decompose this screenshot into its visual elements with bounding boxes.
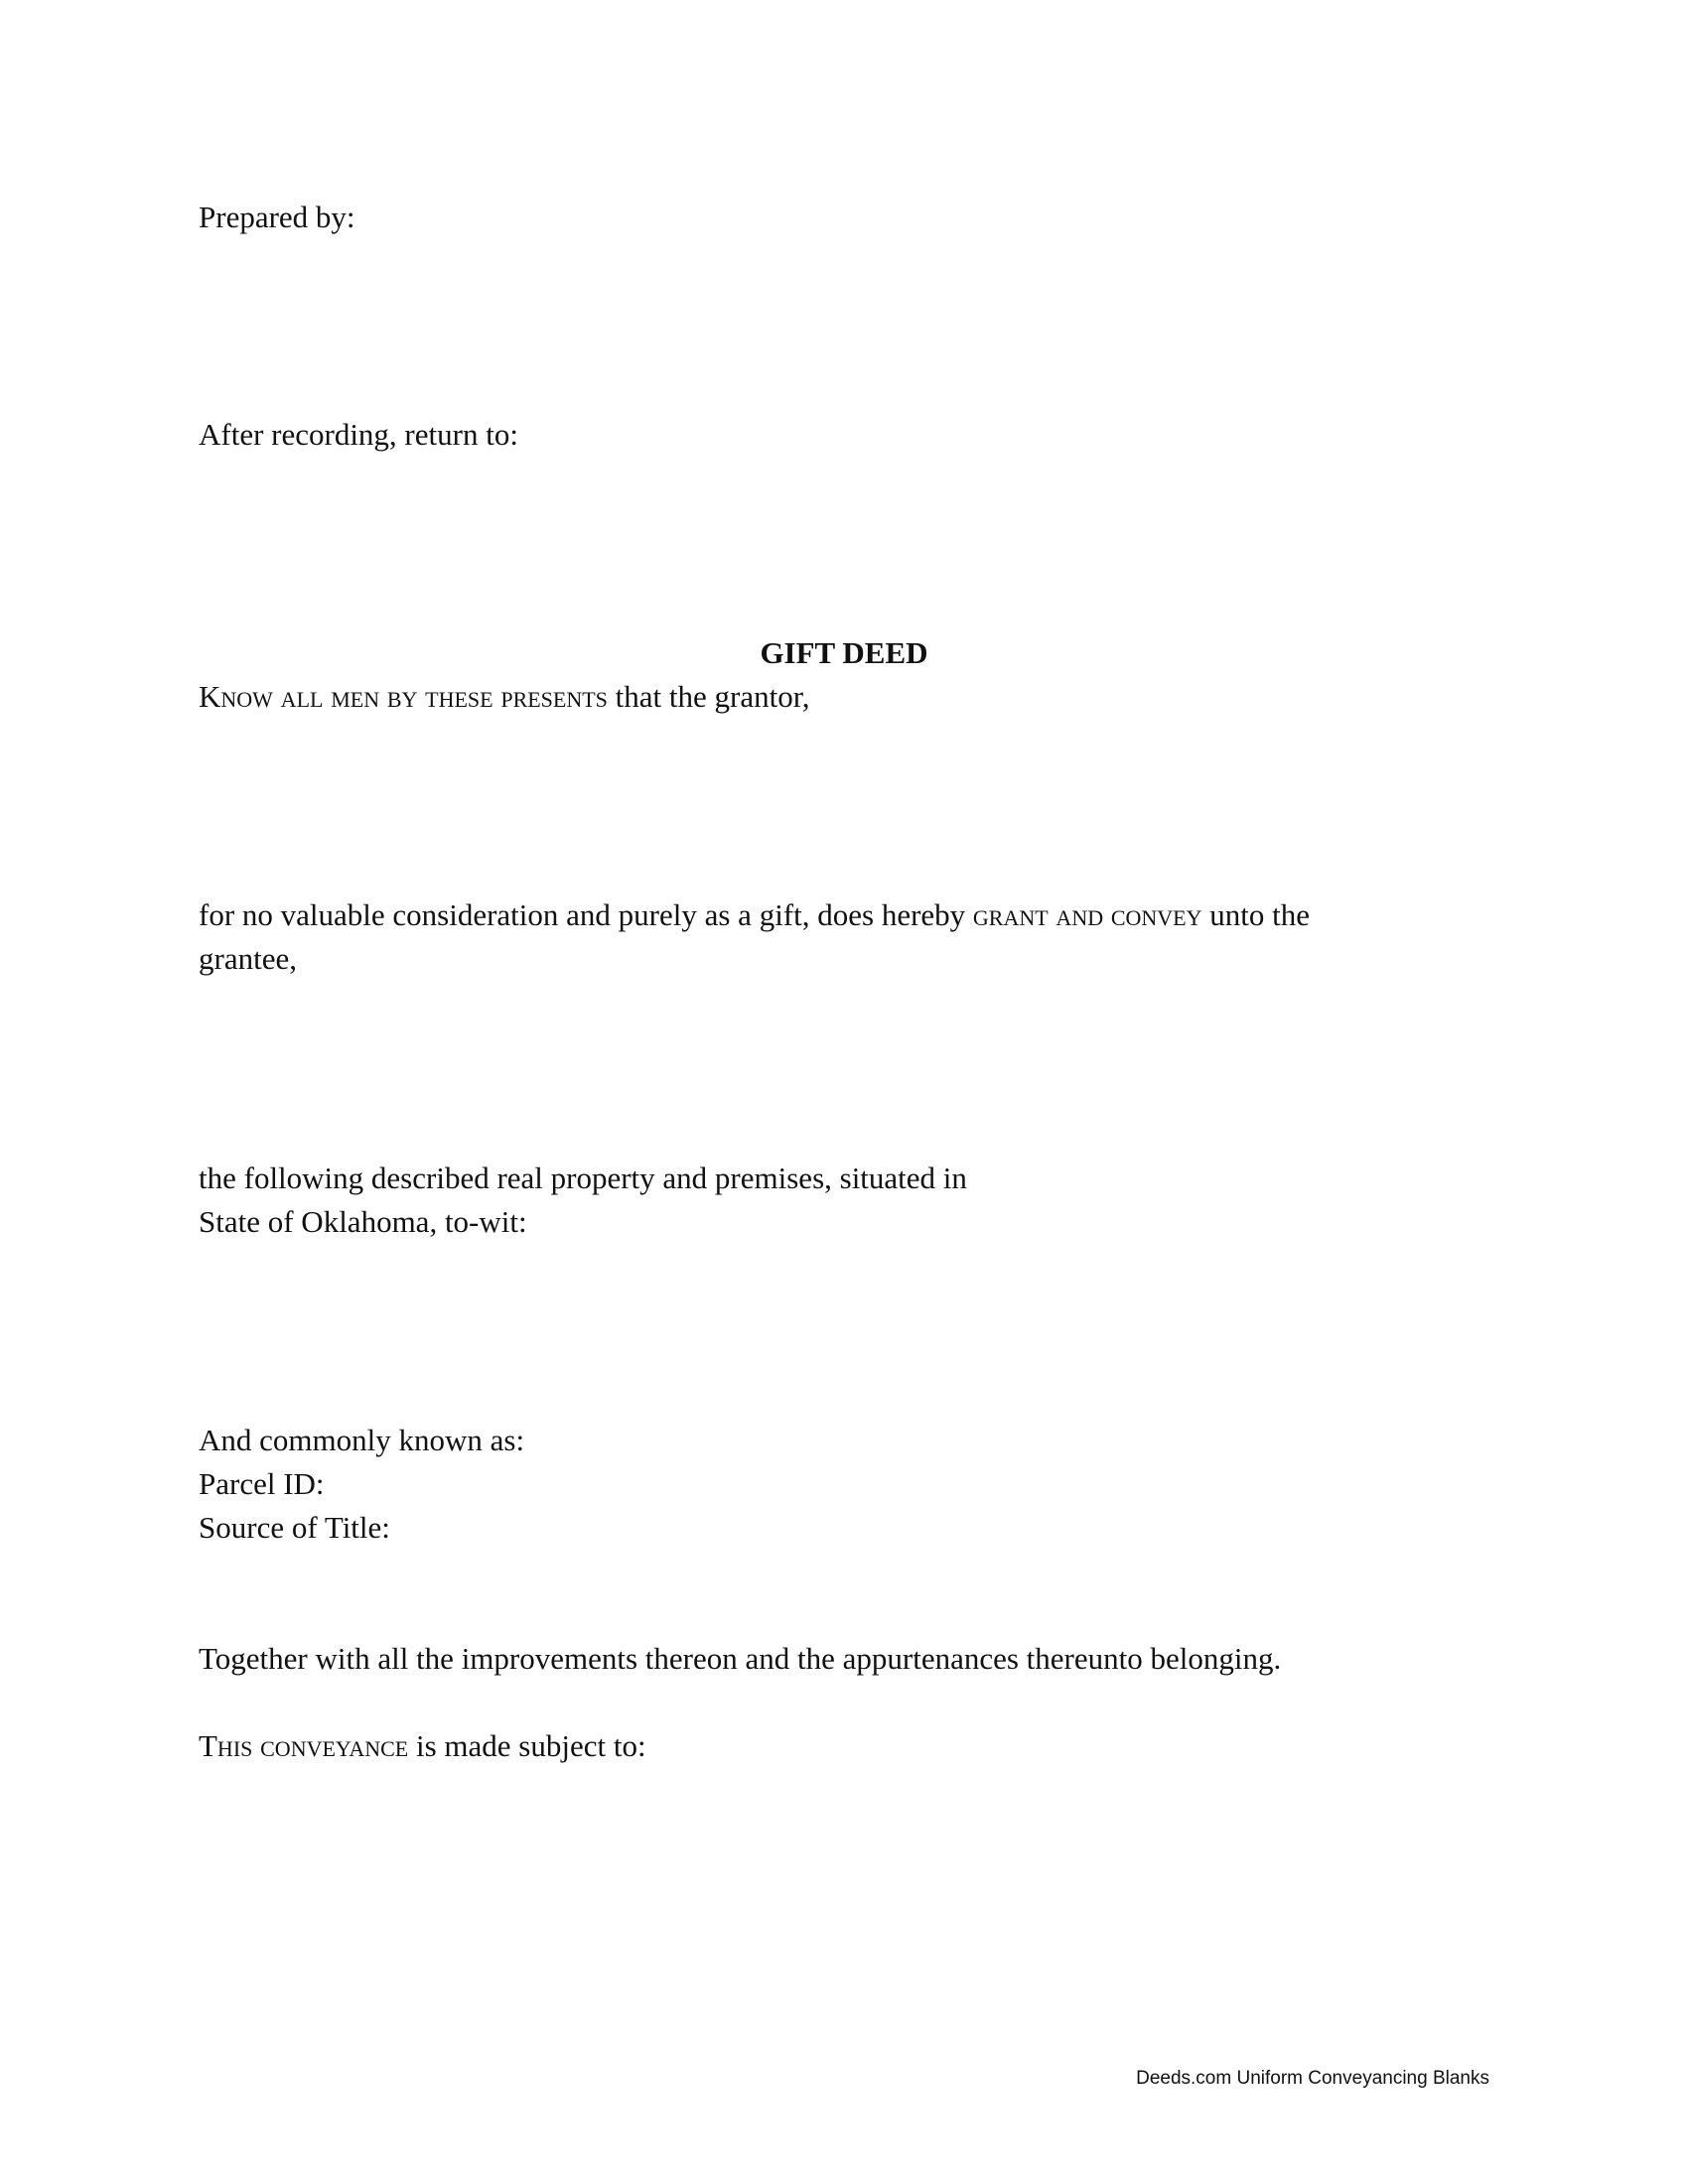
intro-small-caps: Know all men by these presents xyxy=(199,679,608,714)
source-of-title-label: Source of Title: xyxy=(199,1510,390,1545)
conveyance-small-caps: This conveyance xyxy=(199,1728,409,1763)
document-title: GIFT DEED xyxy=(760,635,928,670)
consideration-clause xyxy=(199,893,1310,937)
property-line-2: State of Oklahoma, to-wit: xyxy=(199,1204,527,1239)
conveyance-text: is made subject to: xyxy=(408,1728,646,1763)
prepared-by-label: Prepared by: xyxy=(199,200,355,234)
footer-text: Deeds.com Uniform Conveyancing Blanks xyxy=(1136,2068,1489,2089)
consideration-before: for no valuable consideration and purely as a gift, does hereby xyxy=(199,897,973,932)
commonly-known-label: And commonly known as: xyxy=(199,1423,525,1457)
parcel-id-label: Parcel ID: xyxy=(199,1466,325,1501)
intro-text: that the grantor, xyxy=(607,679,810,714)
intro-clause xyxy=(199,675,810,719)
improvements-clause: Together with all the improvements thereon and the appurtenances thereunto belonging. xyxy=(199,1641,1282,1676)
return-to-label: After recording, return to: xyxy=(199,417,518,452)
grantee-label: grantee, xyxy=(199,941,297,976)
consideration-after: unto the xyxy=(1201,897,1311,932)
consideration-small-caps: grant and convey xyxy=(972,897,1202,932)
property-line-1: the following described real property and premises, situated in xyxy=(199,1160,967,1195)
conveyance-clause xyxy=(199,1724,646,1768)
